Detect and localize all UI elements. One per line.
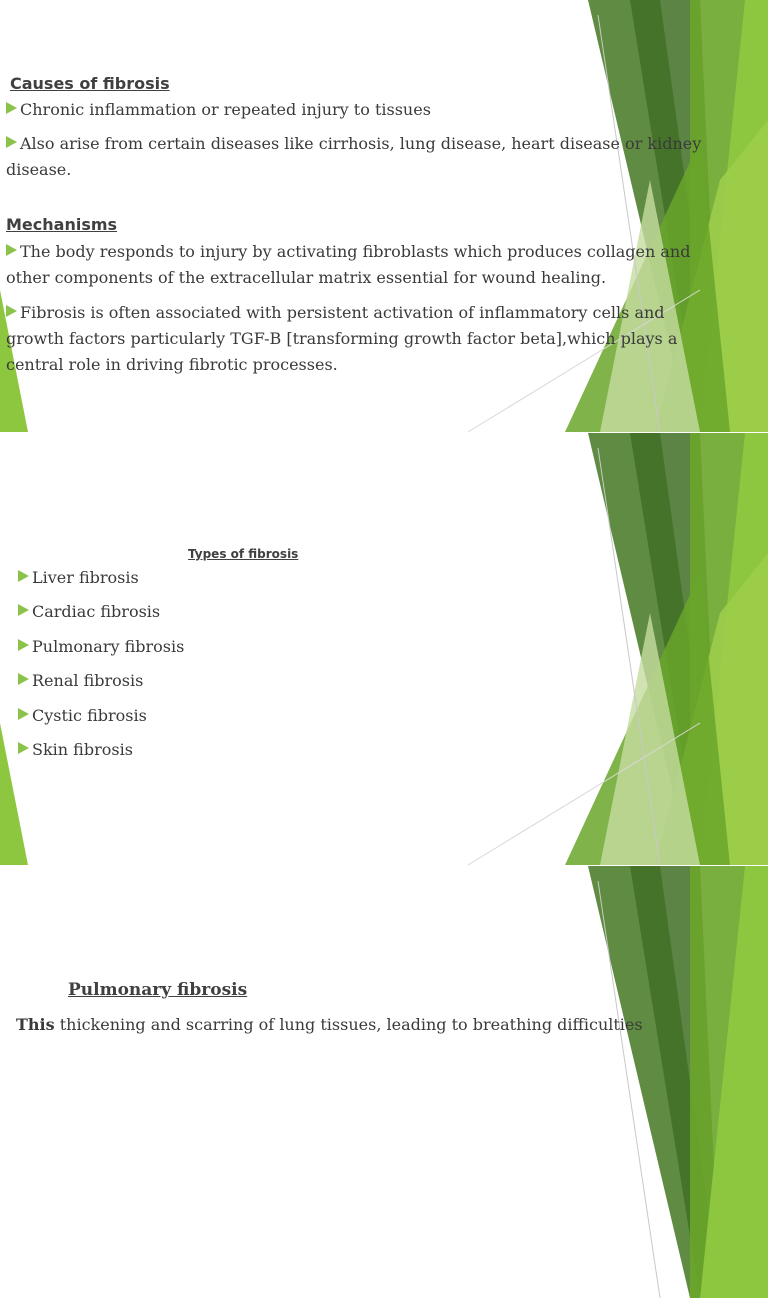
list-item: Renal fibrosis xyxy=(18,668,184,702)
causes-item: Also arise from certain diseases like cirrhosis, lung disease, heart disease or kidney disease. xyxy=(6,134,702,179)
bullet-arrow-icon xyxy=(6,136,17,148)
bullet-arrow-icon xyxy=(6,305,17,317)
bullet-arrow-icon xyxy=(18,708,29,720)
slide-causes-mechanisms xyxy=(0,0,768,432)
pulmonary-heading: Pulmonary fibrosis xyxy=(68,980,248,1000)
list-item: Cystic fibrosis xyxy=(18,703,184,737)
bullet-arrow-icon xyxy=(18,673,29,685)
list-item: Pulmonary fibrosis xyxy=(18,634,184,668)
bullet-arrow-icon xyxy=(18,604,29,616)
bullet-arrow-icon xyxy=(6,244,17,256)
bullet-arrow-icon xyxy=(18,570,29,582)
slide-types-of-fibrosis xyxy=(0,433,768,865)
bullet-arrow-icon xyxy=(6,102,17,114)
mechanisms-heading: Mechanisms xyxy=(6,215,118,234)
mechanisms-item: Fibrosis is often associated with persistent activation of inflammatory cells and growth factors particularly TGF-B [transforming growth factor beta],which plays a central role in driving fibrotic processes. xyxy=(6,303,678,374)
causes-item: Chronic inflammation or repeated injury to tissues xyxy=(6,97,706,123)
list-item: Skin fibrosis xyxy=(18,737,184,771)
types-heading: Types of fibrosis xyxy=(188,547,299,561)
causes-heading: Causes of fibrosis xyxy=(10,74,170,93)
types-list xyxy=(18,565,184,771)
mechanisms-item: The body responds to injury by activating fibroblasts which produces collagen and other components of the extracellular matrix essential for wound healing. xyxy=(6,242,691,287)
list-item: Liver fibrosis xyxy=(18,565,184,599)
pulmonary-description: This thickening and scarring of lung tissues, leading to breathing difficulties xyxy=(16,1015,643,1034)
bullet-arrow-icon xyxy=(18,639,29,651)
list-item: Cardiac fibrosis xyxy=(18,599,184,633)
bullet-arrow-icon xyxy=(18,742,29,754)
slide-pulmonary-fibrosis xyxy=(0,866,768,1034)
